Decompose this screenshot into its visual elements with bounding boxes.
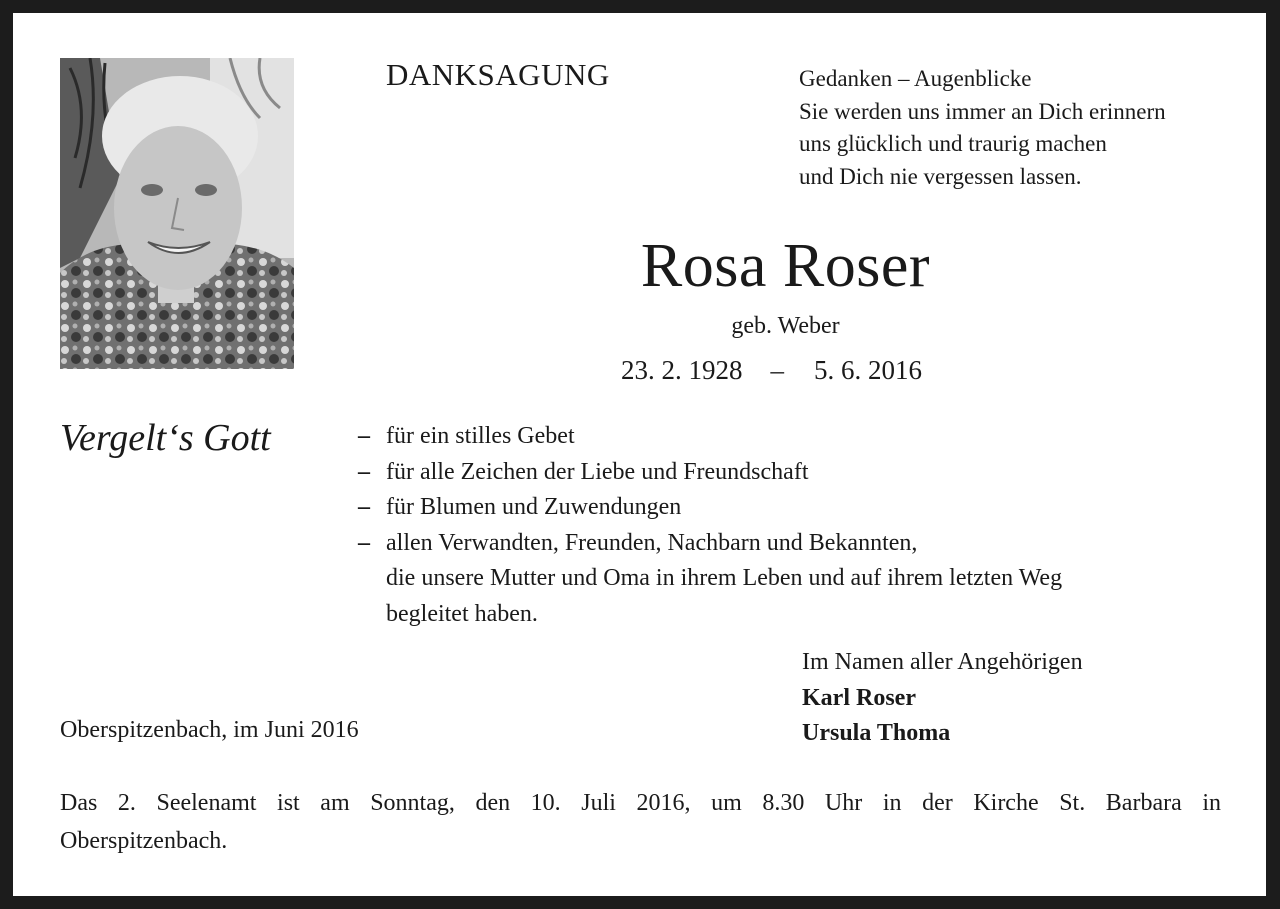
list-continuation: begleitet haben. bbox=[386, 600, 538, 627]
signature-intro: Im Namen aller Angehörigen bbox=[802, 649, 1083, 675]
list-item bbox=[358, 455, 1062, 491]
signature bbox=[802, 645, 1083, 752]
list-item-text: für ein stilles Gebet bbox=[386, 423, 575, 449]
bullet-dash: – bbox=[358, 423, 370, 449]
maiden-name: geb. Weber bbox=[731, 313, 840, 339]
poem-line: Gedanken – Augenblicke bbox=[799, 66, 1032, 91]
signer-name: Ursula Thoma bbox=[802, 720, 951, 746]
death-date: 5. 6. 2016 bbox=[814, 355, 922, 385]
signer-name: Karl Roser bbox=[802, 684, 916, 711]
portrait-photo bbox=[60, 58, 294, 369]
thanks-list bbox=[358, 419, 1062, 632]
service-notice bbox=[60, 784, 1221, 860]
poem-line: uns glücklich und traurig machen bbox=[799, 131, 1107, 156]
bullet-dash: – bbox=[358, 529, 370, 556]
service-notice-line: Oberspitzenbach. bbox=[60, 828, 228, 854]
deceased-name: Rosa Roser bbox=[640, 232, 931, 300]
list-item bbox=[358, 526, 1062, 562]
life-dates bbox=[621, 355, 922, 386]
poem-line: Sie werden uns immer an Dich erinnern bbox=[799, 98, 1166, 124]
birth-date: 23. 2. 1928 bbox=[621, 355, 743, 385]
list-item bbox=[358, 419, 1062, 455]
list-item bbox=[358, 490, 1062, 526]
date-dash: – bbox=[770, 355, 784, 385]
list-continuation: die unsere Mutter und Oma in ihrem Leben und auf ihrem letzten Weg bbox=[386, 565, 1063, 591]
bullet-dash: – bbox=[358, 494, 370, 520]
poem-line: und Dich nie vergessen lassen. bbox=[799, 163, 1082, 189]
heading-danksagung: DANKSAGUNG bbox=[386, 57, 610, 92]
poem bbox=[799, 63, 1166, 193]
service-notice-line: Das 2. Seelenamt ist am Sonntag, den 10. Juli 2016, um 8.30 Uhr in der Kirche St. Barbara in bbox=[60, 790, 1221, 816]
list-item-text: für alle Zeichen der Liebe und Freundschaft bbox=[386, 458, 809, 485]
thanks-heading: Vergelt‘s Gott bbox=[60, 417, 271, 459]
list-item-text: für Blumen und Zuwendungen bbox=[386, 494, 682, 520]
place-date: Oberspitzenbach, im Juni 2016 bbox=[60, 717, 359, 743]
obituary-card bbox=[13, 13, 1266, 896]
bullet-dash: – bbox=[358, 458, 370, 485]
list-item-text: allen Verwandten, Freunden, Nachbarn und Bekannten, bbox=[386, 529, 918, 556]
